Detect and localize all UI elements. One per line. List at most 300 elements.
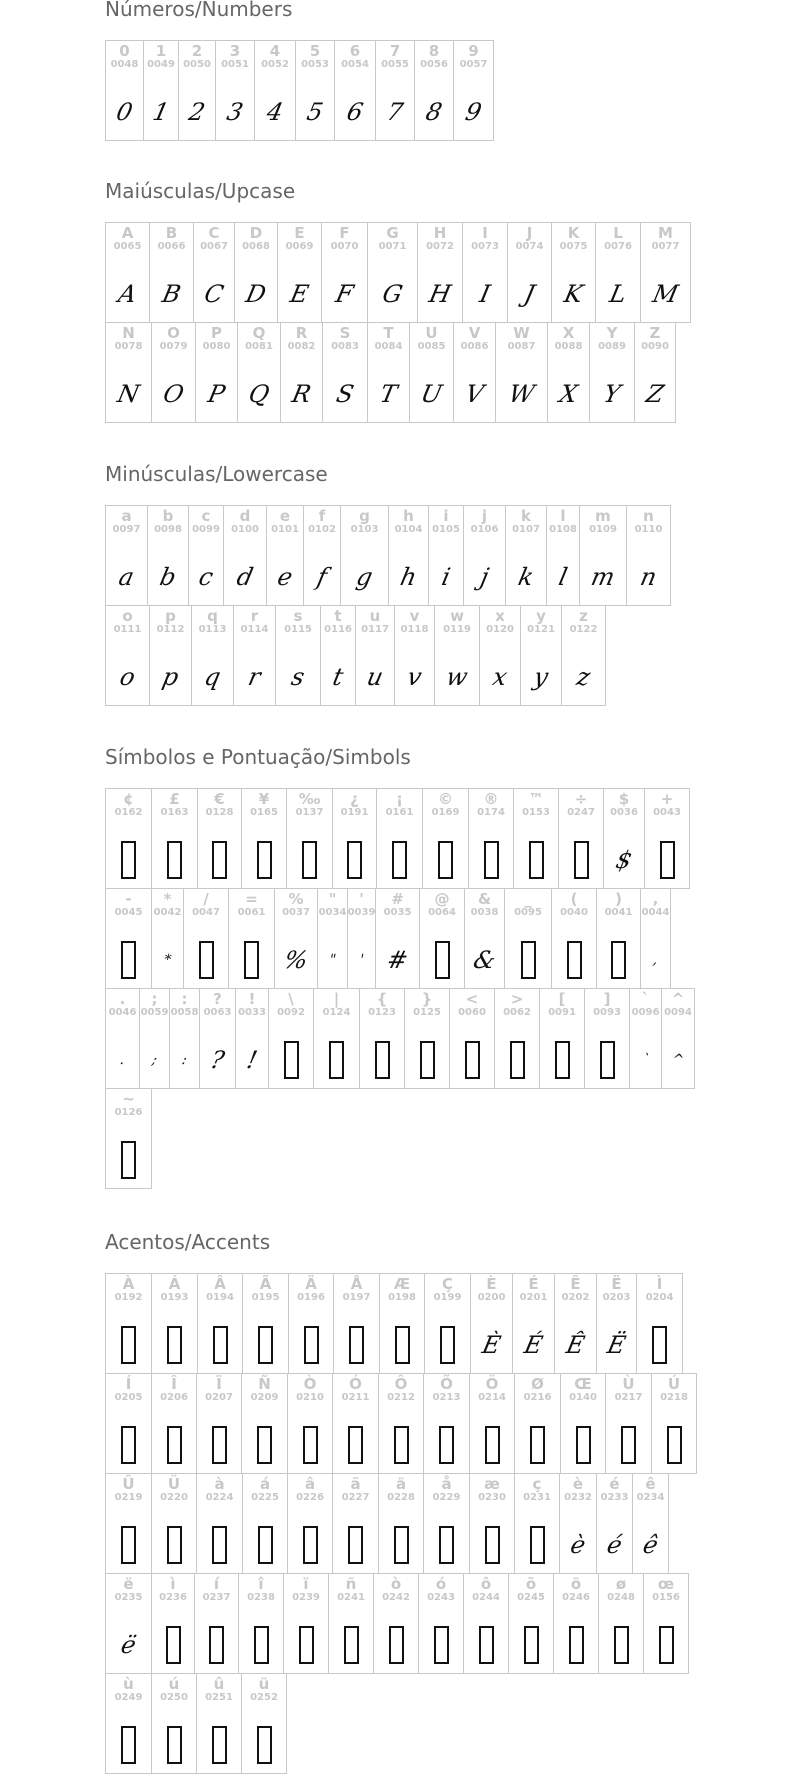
glyph-cell	[228, 888, 275, 989]
glyph-cell	[313, 988, 360, 1089]
glyph-sample: i	[439, 563, 453, 591]
glyph-character: Ø	[531, 1375, 544, 1393]
glyph-cell	[553, 1573, 599, 1674]
glyph-code: 0072	[426, 241, 454, 252]
glyph-cell	[105, 1473, 152, 1574]
glyph-row	[105, 605, 670, 705]
missing-glyph-box	[515, 1422, 560, 1468]
glyph-character: /	[203, 890, 209, 908]
glyph-code: 0085	[417, 341, 446, 352]
glyph-code: 0122	[569, 624, 598, 635]
missing-glyph-box	[152, 1522, 196, 1568]
missing-glyph-box	[197, 1522, 242, 1568]
notdef-box-icon	[302, 841, 317, 879]
glyph-code: 0120	[486, 624, 514, 635]
glyph-sample: 7	[384, 98, 406, 126]
notdef-box-icon	[521, 941, 536, 979]
glyph-code: 0083	[331, 341, 359, 352]
missing-glyph-box	[559, 837, 603, 883]
glyph-code: 0200	[477, 1292, 506, 1303]
notdef-box-icon	[244, 941, 259, 979]
glyph-sample: d	[234, 563, 256, 591]
glyph-code: 0218	[660, 1392, 688, 1403]
glyph-cell	[651, 1373, 697, 1474]
notdef-box-icon	[121, 941, 136, 979]
glyph-cell	[288, 1273, 334, 1374]
glyph-cell	[105, 788, 152, 889]
glyph-cell	[235, 988, 269, 1089]
glyph-cell	[423, 1373, 470, 1474]
glyph-cell	[215, 40, 255, 141]
glyph-code: 0249	[114, 1692, 143, 1703]
missing-glyph-box	[242, 1422, 287, 1468]
glyph-cell	[463, 1573, 509, 1674]
glyph-cell	[453, 40, 494, 141]
notdef-box-icon	[167, 1326, 182, 1364]
notdef-box-icon	[303, 1526, 318, 1564]
glyph-code: 0060	[458, 1007, 486, 1018]
missing-glyph-box	[374, 1622, 418, 1668]
glyph-cell	[394, 605, 435, 706]
glyph-code: 0191	[340, 807, 369, 818]
glyph-sample: M	[650, 280, 681, 308]
glyph-character: ¿	[350, 790, 359, 808]
glyph-cell	[554, 1273, 597, 1374]
glyph-cell	[241, 1673, 287, 1774]
glyph-character: c	[201, 507, 211, 525]
missing-glyph-box	[360, 1037, 404, 1083]
missing-glyph-box	[106, 1322, 151, 1368]
glyph-cell	[595, 222, 641, 323]
glyph-code: 0077	[651, 241, 680, 252]
glyph-sample: 6	[344, 98, 366, 126]
glyph-character: Ì	[656, 1275, 663, 1293]
glyph-character: w	[450, 607, 464, 625]
notdef-box-icon	[435, 941, 450, 979]
glyph-cell	[333, 1273, 380, 1374]
glyph-character: M	[658, 224, 673, 242]
glyph-code: 0067	[200, 241, 228, 252]
notdef-box-icon	[348, 1426, 363, 1464]
glyph-character: ÷	[574, 790, 588, 808]
missing-glyph-box	[152, 1722, 196, 1768]
missing-glyph-box	[514, 837, 558, 883]
glyph-code: 0095	[514, 907, 542, 918]
glyph-sample: É	[521, 1331, 546, 1359]
missing-glyph-box	[495, 1037, 539, 1083]
glyph-cell	[197, 1273, 243, 1374]
missing-glyph-box	[242, 837, 286, 883]
glyph-code: 0197	[342, 1292, 371, 1303]
glyph-sample: A	[115, 280, 140, 308]
glyph-cell	[596, 1473, 633, 1574]
glyph-cell	[151, 1673, 197, 1774]
glyph-sample: z	[574, 663, 593, 691]
glyph-character: %	[288, 890, 304, 908]
glyph-character: å	[441, 1475, 452, 1493]
glyph-cell	[332, 788, 377, 889]
missing-glyph-box	[198, 1322, 242, 1368]
glyph-cell	[378, 1473, 424, 1574]
missing-glyph-box	[106, 1422, 151, 1468]
glyph-code: 0239	[292, 1592, 320, 1603]
glyph-code: 0106	[470, 524, 499, 535]
missing-glyph-box	[106, 937, 151, 983]
glyph-cell	[559, 1473, 597, 1574]
glyph-cell	[105, 505, 148, 606]
glyph-character: ©	[438, 790, 453, 808]
glyph-code: 0210	[296, 1392, 324, 1403]
glyph-character: Ë	[611, 1275, 622, 1293]
glyph-character: E	[294, 224, 305, 242]
glyph-row	[105, 1473, 696, 1573]
notdef-box-icon	[349, 1326, 364, 1364]
glyph-code: 0055	[381, 59, 409, 70]
glyph-code: 0049	[147, 59, 175, 70]
missing-glyph-box	[561, 1422, 605, 1468]
missing-glyph-box	[554, 1622, 598, 1668]
glyph-character: n	[643, 507, 654, 525]
section-title: Acentos/Accents	[105, 1230, 271, 1254]
missing-glyph-box	[289, 1322, 333, 1368]
glyph-character: ñ	[345, 1575, 357, 1593]
notdef-box-icon	[254, 1626, 269, 1664]
glyph-row	[105, 1573, 696, 1673]
glyph-code: 0041	[604, 907, 633, 918]
missing-glyph-box	[585, 1037, 629, 1083]
glyph-sample: j	[477, 563, 492, 591]
missing-glyph-box	[314, 1037, 359, 1083]
glyph-code: 0069	[285, 241, 314, 252]
glyph-character: :	[181, 990, 188, 1008]
glyph-sample: $	[613, 846, 635, 874]
glyph-character: ~	[122, 1090, 135, 1108]
glyph-code: 0054	[341, 59, 369, 70]
glyph-cell	[178, 40, 216, 141]
glyph-sample: h	[397, 563, 420, 591]
glyph-character: y	[536, 607, 546, 625]
notdef-box-icon	[212, 841, 227, 879]
glyph-row	[105, 788, 694, 888]
glyph-code: 0252	[250, 1692, 278, 1703]
glyph-code: 0238	[247, 1592, 275, 1603]
glyph-sample: p	[159, 663, 182, 691]
glyph-cell	[640, 888, 671, 989]
glyph-cell	[321, 222, 368, 323]
glyph-sample: W	[506, 380, 537, 408]
glyph-character: e	[279, 507, 291, 525]
notdef-box-icon	[213, 1326, 228, 1364]
glyph-sample: N	[115, 380, 142, 408]
glyph-sample: 9	[462, 98, 485, 126]
glyph-cell	[287, 1373, 333, 1474]
notdef-box-icon	[212, 1526, 227, 1564]
glyph-code: 0231	[523, 1492, 551, 1503]
missing-glyph-box	[287, 837, 332, 883]
glyph-character: Æ	[393, 1275, 411, 1293]
glyph-character: L	[613, 224, 623, 242]
glyph-cell	[347, 888, 376, 989]
glyph-code: 0094	[664, 1007, 692, 1018]
glyph-character: N	[122, 324, 135, 342]
glyph-cell	[105, 1673, 152, 1774]
glyph-character: "	[328, 890, 337, 908]
glyph-cell	[151, 322, 196, 423]
glyph-code: 0040	[560, 907, 588, 918]
missing-glyph-box	[419, 1622, 463, 1668]
glyph-character: X	[562, 324, 575, 342]
glyph-sample: 1	[150, 98, 172, 126]
glyph-sample: ?	[208, 1046, 227, 1074]
glyph-character: €	[214, 790, 225, 808]
glyph-cell	[151, 1373, 197, 1474]
glyph-code: 0090	[641, 341, 669, 352]
glyph-code: 0213	[432, 1392, 461, 1403]
glyph-cell	[151, 788, 198, 889]
notdef-box-icon	[121, 1726, 136, 1764]
glyph-character: &	[477, 890, 492, 908]
glyph-code: 0039	[347, 907, 376, 918]
glyph-cell	[388, 505, 429, 606]
glyph-character: Å	[350, 1275, 363, 1293]
glyph-character: ç	[532, 1475, 542, 1493]
glyph-sample: #	[384, 946, 411, 974]
glyph-cell	[234, 222, 278, 323]
glyph-sample: k	[515, 563, 537, 591]
missing-glyph-box	[380, 1322, 424, 1368]
missing-glyph-box	[424, 1522, 469, 1568]
glyph-character: m	[595, 507, 611, 525]
missing-glyph-box	[470, 1422, 514, 1468]
missing-glyph-box	[606, 1422, 651, 1468]
notdef-box-icon	[395, 1326, 410, 1364]
glyph-code: 0165	[250, 807, 278, 818]
missing-glyph-box	[379, 1522, 423, 1568]
glyph-row	[105, 1273, 696, 1373]
notdef-box-icon	[167, 1726, 182, 1764]
glyph-code: 0066	[157, 241, 186, 252]
glyph-row	[105, 1088, 694, 1188]
glyph-cell	[223, 505, 267, 606]
glyph-character: q	[207, 607, 218, 625]
glyph-character: ô	[480, 1575, 492, 1593]
glyph-code: 0123	[368, 1007, 396, 1018]
notdef-box-icon	[439, 1526, 454, 1564]
glyph-cell	[505, 505, 547, 606]
glyph-cell	[242, 1273, 289, 1374]
glyph-cell	[139, 988, 170, 1089]
glyph-code: 0074	[515, 241, 544, 252]
glyph-character: ú	[168, 1675, 180, 1693]
glyph-code: 0128	[205, 807, 234, 818]
glyph-sample: *	[162, 952, 173, 968]
glyph-sample: J	[521, 280, 538, 308]
notdef-box-icon	[555, 1041, 570, 1079]
section-title: Símbolos e Pontuação/Simbols	[105, 745, 411, 769]
glyph-cell	[423, 1473, 470, 1574]
notdef-box-icon	[659, 1626, 674, 1664]
glyph-character: ®	[483, 790, 499, 808]
glyph-character: à	[214, 1475, 225, 1493]
glyph-character: É	[528, 1275, 539, 1293]
glyph-sample: 2	[186, 98, 208, 126]
glyph-character: z	[579, 607, 588, 625]
glyph-cell	[242, 1473, 288, 1574]
glyph-character: }	[421, 990, 433, 1008]
notdef-box-icon	[479, 1626, 494, 1664]
glyph-cell	[283, 1573, 329, 1674]
notdef-box-icon	[569, 1626, 584, 1664]
glyph-character: £	[169, 790, 180, 808]
glyph-cell	[409, 322, 454, 423]
glyph-cell	[632, 1473, 669, 1574]
missing-glyph-box	[424, 1422, 469, 1468]
glyph-code: 0126	[114, 1107, 143, 1118]
glyph-sample: ê	[640, 1531, 661, 1559]
glyph-cell	[322, 322, 368, 423]
glyph-code: 0234	[636, 1492, 665, 1503]
glyph-sample: P	[205, 380, 228, 408]
notdef-box-icon	[510, 1041, 525, 1079]
glyph-sample: 3	[224, 98, 246, 126]
glyph-code: 0174	[477, 807, 505, 818]
notdef-box-icon	[121, 1141, 136, 1179]
glyph-code: 0080	[202, 341, 231, 352]
glyph-character: È	[486, 1275, 497, 1293]
glyph-character: h	[403, 507, 414, 525]
glyph-cell	[328, 1573, 374, 1674]
glyph-sample: Y	[601, 380, 623, 408]
glyph-cell	[238, 1573, 284, 1674]
section-title: Maiúsculas/Upcase	[105, 179, 296, 203]
notdef-box-icon	[344, 1626, 359, 1664]
glyph-code: 0101	[271, 524, 299, 535]
glyph-cell	[495, 322, 548, 423]
notdef-box-icon	[303, 1426, 318, 1464]
glyph-character: 8	[428, 42, 440, 60]
glyph-cell	[151, 1273, 198, 1374]
glyph-code: 0096	[631, 1007, 660, 1018]
glyph-cell	[644, 788, 690, 889]
glyph-character: f	[318, 507, 326, 525]
glyph-code: 0225	[251, 1492, 279, 1503]
glyph-cell	[640, 222, 691, 323]
glyph-cell	[584, 988, 630, 1089]
glyph-sample: "	[327, 952, 338, 968]
glyph-code: 0042	[153, 907, 182, 918]
glyph-character: 0	[119, 42, 130, 60]
glyph-character: V	[468, 324, 481, 342]
glyph-cell	[105, 222, 150, 323]
missing-glyph-box	[450, 1037, 494, 1083]
glyph-character: á	[259, 1475, 271, 1493]
notdef-box-icon	[652, 1326, 667, 1364]
glyph-cell	[629, 988, 662, 1089]
glyph-cell	[551, 222, 596, 323]
glyph-character: U	[425, 324, 438, 342]
glyph-code: 0043	[653, 807, 681, 818]
glyph-code: 0153	[522, 807, 550, 818]
glyph-code: 0081	[245, 341, 273, 352]
glyph-cell	[561, 605, 606, 706]
glyph-character: ù	[123, 1675, 134, 1693]
glyph-cell	[105, 1088, 152, 1189]
missing-glyph-box	[552, 937, 596, 983]
glyph-code: 0050	[183, 59, 211, 70]
glyph-character: x	[495, 607, 505, 625]
glyph-sample: è	[567, 1531, 589, 1559]
glyph-sample: o	[117, 663, 138, 691]
glyph-character: ;	[151, 990, 158, 1008]
glyph-code: 0124	[322, 1007, 351, 1018]
glyph-character: b	[162, 507, 174, 525]
notdef-box-icon	[284, 1041, 299, 1079]
glyph-character: @	[434, 890, 450, 908]
glyph-cell	[560, 1373, 606, 1474]
glyph-code: 0140	[569, 1392, 597, 1403]
glyph-character: Ú	[667, 1375, 681, 1393]
glyph-cell	[196, 1473, 243, 1574]
glyph-cell	[468, 788, 514, 889]
glyph-code: 0064	[428, 907, 456, 918]
glyph-sample: s	[288, 663, 308, 691]
glyph-sample: !	[244, 1046, 260, 1074]
notdef-box-icon	[212, 1726, 227, 1764]
glyph-code: 0071	[378, 241, 407, 252]
glyph-character: ä	[395, 1475, 407, 1493]
glyph-character: Ê	[570, 1275, 581, 1293]
glyph-code: 0137	[295, 807, 324, 818]
glyph-character: 2	[191, 42, 203, 60]
notdef-box-icon	[667, 1426, 682, 1464]
glyph-cell	[373, 1573, 419, 1674]
glyph-character: H	[433, 224, 447, 242]
glyph-sample: ^	[670, 1052, 686, 1068]
glyph-code: 0107	[512, 524, 540, 535]
glyph-code: 0112	[156, 624, 185, 635]
glyph-code: 0207	[205, 1392, 233, 1403]
glyph-cell	[195, 322, 238, 423]
glyph-character: B	[165, 224, 178, 242]
glyph-cell	[151, 888, 184, 989]
glyph-code: 0048	[110, 59, 139, 70]
notdef-box-icon	[389, 1626, 404, 1664]
missing-glyph-box	[599, 1622, 643, 1668]
glyph-sample: é	[604, 1531, 625, 1559]
glyph-sample: q	[201, 663, 224, 691]
missing-glyph-box	[509, 1622, 553, 1668]
glyph-sample: U	[418, 380, 445, 408]
glyph-character: ê	[645, 1475, 656, 1493]
glyph-grid	[105, 788, 694, 1188]
glyph-code: 0209	[250, 1392, 279, 1403]
missing-glyph-box	[420, 937, 464, 983]
notdef-box-icon	[258, 1326, 273, 1364]
glyph-cell	[626, 505, 671, 606]
glyph-character: 7	[389, 42, 401, 60]
glyph-sample: t	[330, 663, 346, 691]
glyph-character: J	[526, 224, 533, 242]
glyph-code: 0068	[242, 241, 270, 252]
glyph-cell	[191, 605, 234, 706]
glyph-cell	[241, 1373, 288, 1474]
notdef-box-icon	[257, 1726, 272, 1764]
glyph-character: ™	[528, 790, 544, 808]
glyph-cell	[598, 1573, 644, 1674]
glyph-character: \	[288, 990, 294, 1008]
glyph-code: 0163	[160, 807, 189, 818]
glyph-code: 0034	[318, 907, 347, 918]
